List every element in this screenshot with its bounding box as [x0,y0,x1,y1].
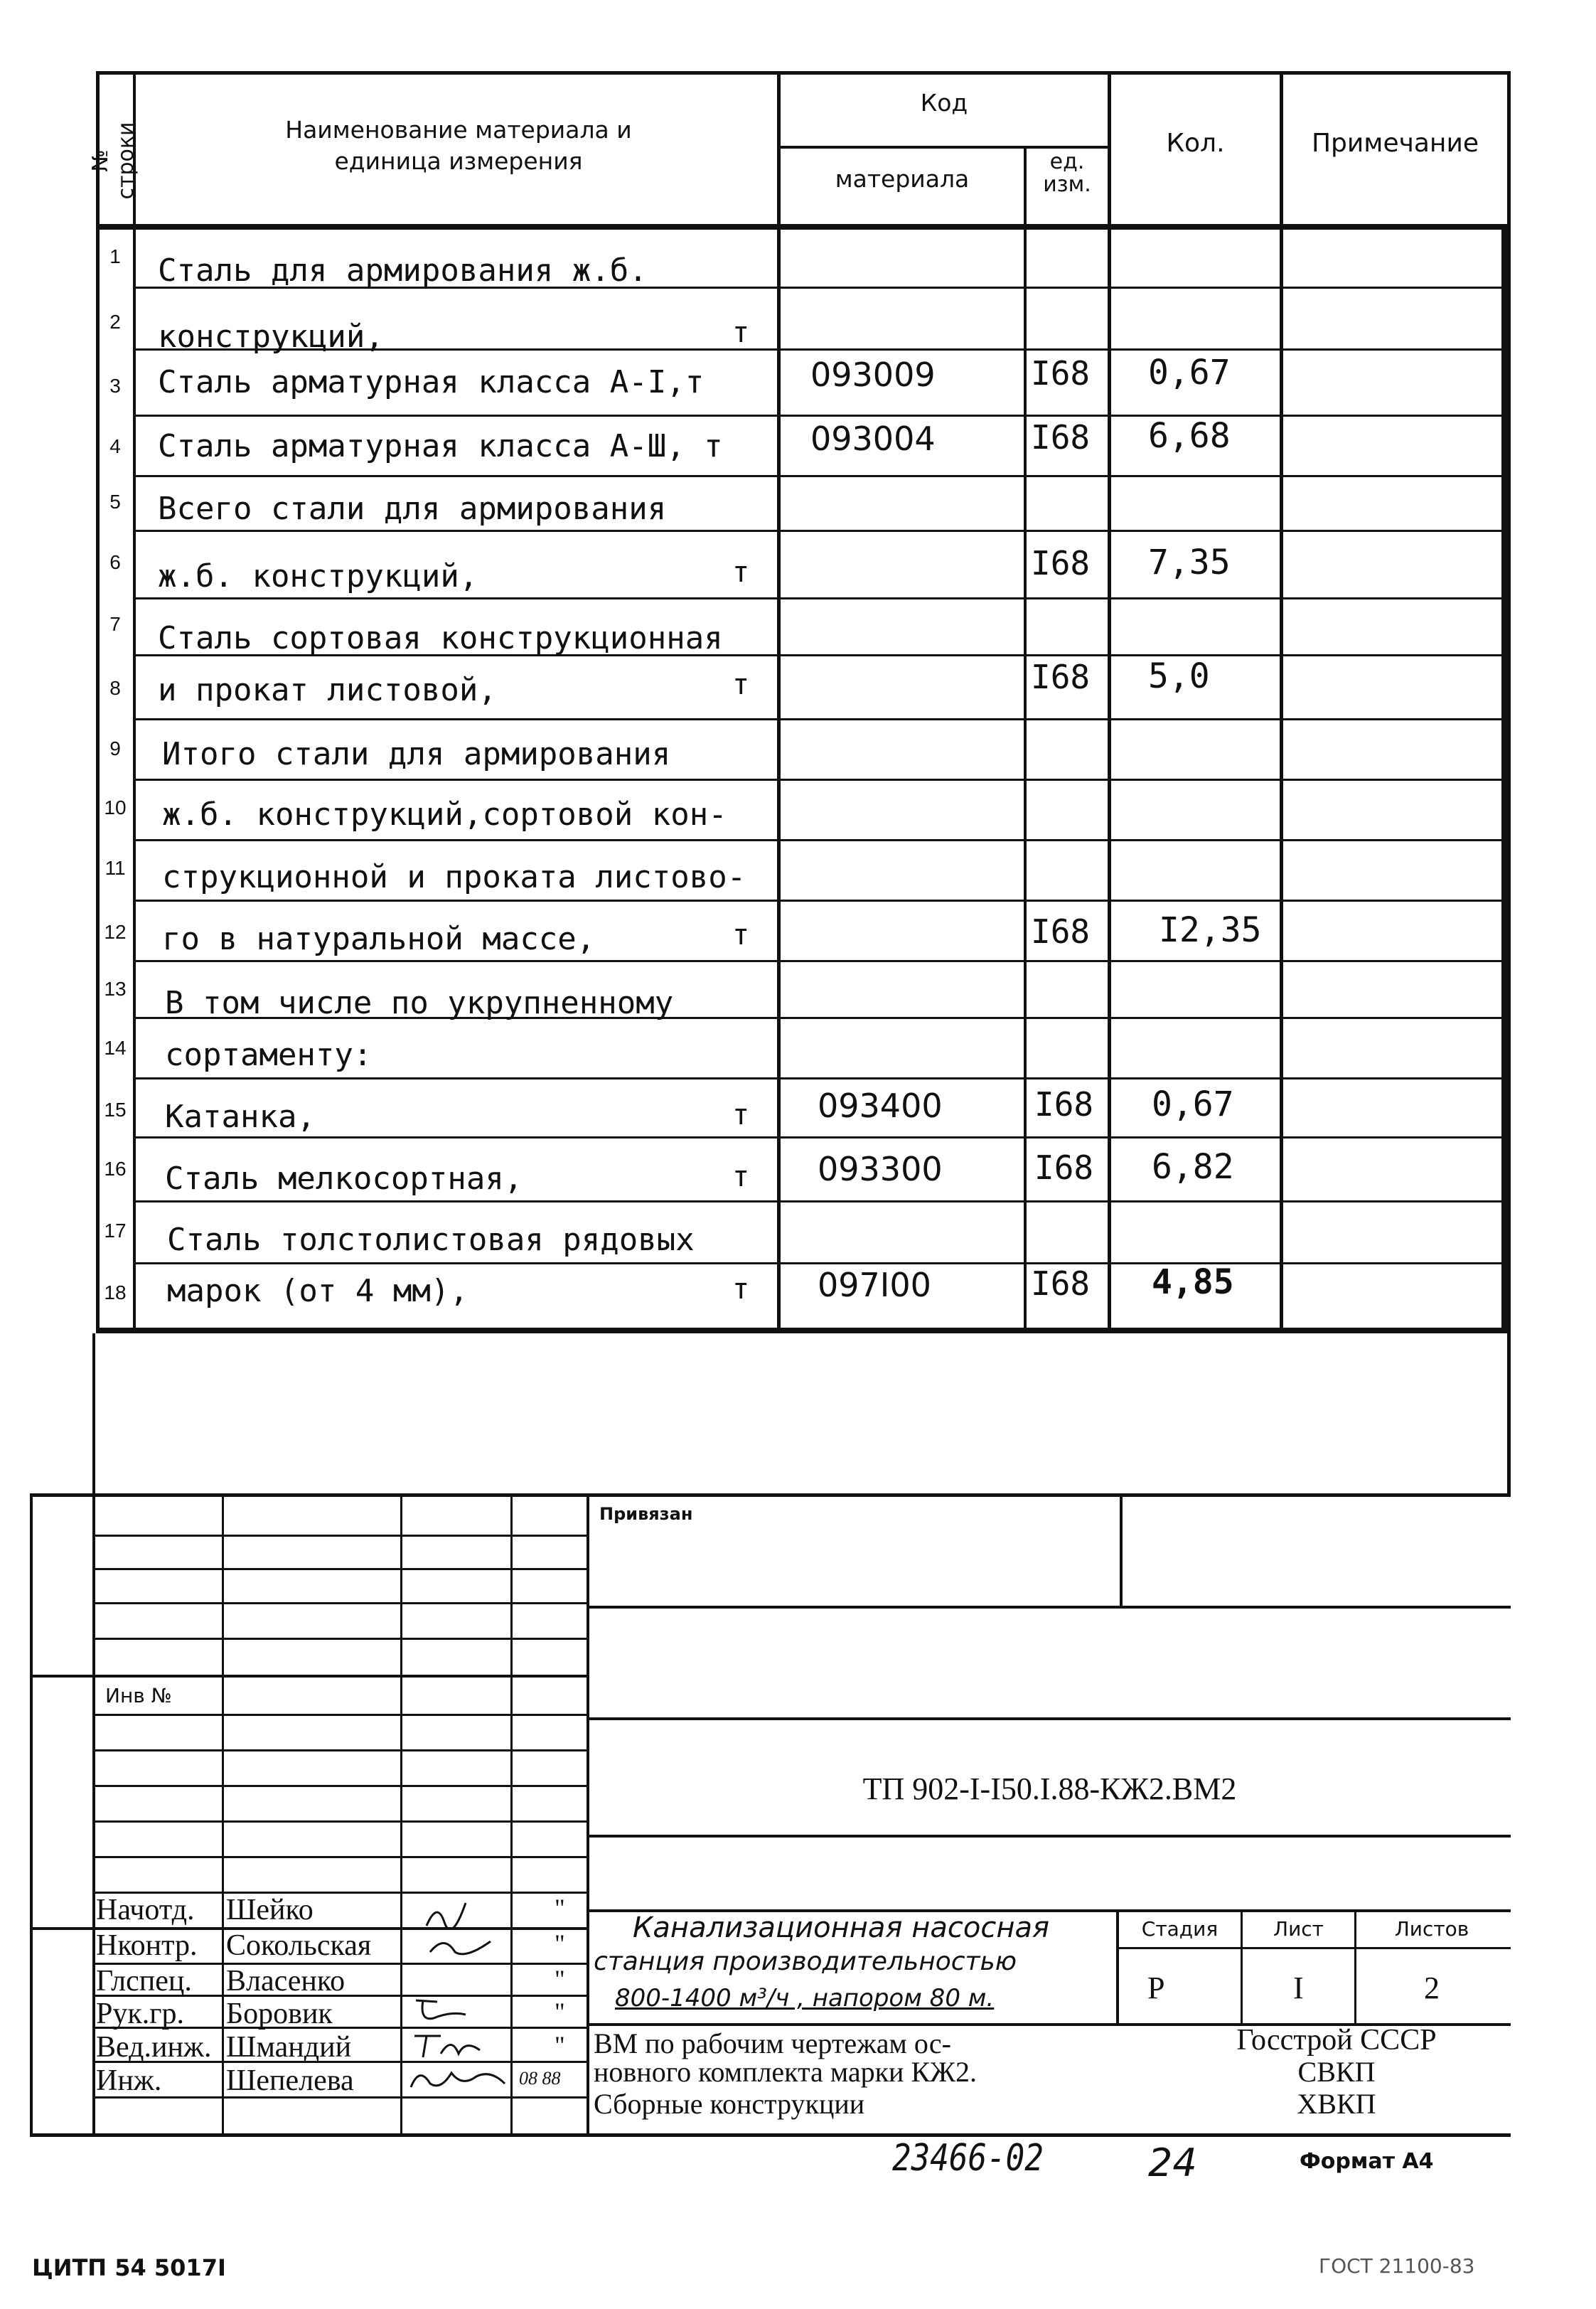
ed-divider [1108,71,1111,1333]
org-line2: СВКП [1297,2056,1376,2088]
row-ed: I68 [1031,912,1091,951]
header-bottom-border [96,224,1511,230]
row-number: 1 [109,245,121,267]
row-number: 17 [104,1220,127,1242]
row-name: Катанка, [165,1099,316,1135]
signature-icon [423,1897,473,1932]
row-number: 18 [104,1281,127,1303]
row-name: го в натуральной массе, [162,921,596,957]
row-unit: т [732,919,750,951]
row-ed: I68 [1031,354,1091,393]
row-name: Сталь арматурная класса А-I,т [158,364,705,400]
row-name: Сталь для армирования ж.б. [158,252,648,289]
row-unit: т [732,556,750,589]
role: Вед.инж. [96,2031,212,2064]
header-name-line1: Наименование материала и [285,116,632,144]
row-name: марок (от 4 мм), [167,1273,468,1309]
code-divider [1024,146,1027,1333]
role: Рук.гр. [96,1998,184,2030]
row-qty: 0,67 [1148,353,1231,393]
row-unit: т [732,1161,750,1193]
row-name: Сталь мелкосортная, [165,1161,523,1197]
desc-line3: Сборные конструкции [594,2088,865,2120]
signature-icon [409,1993,473,2028]
header-code-unit-line1: ед. [1049,149,1085,174]
row-qty: 6,82 [1152,1147,1234,1187]
role: Начотд. [96,1894,195,1926]
header-row-no: № строки [88,122,139,200]
role: Глспец. [96,1965,192,1998]
row-ed: I68 [1034,1085,1094,1124]
stamp-bottom-border [30,2133,1511,2137]
table-top-border [96,71,1511,75]
page-number: 24 [1148,2140,1197,2185]
date-mark: 08 88 [519,2068,561,2089]
header-code: Код [920,89,968,117]
row-ed: I68 [1031,1264,1091,1303]
handwritten-number: 23466-02 [892,2137,1044,2180]
row-ed: I68 [1031,418,1091,457]
row-name: конструкций, [158,319,384,355]
row-number: 3 [109,375,121,397]
person-name: Сокольская [226,1929,372,1962]
role: Инж. [96,2064,162,2097]
title-line3: 800-1400 м³/ч , напором 80 м. [615,1984,995,2012]
row-name: В том числе по укрупненному [165,985,674,1021]
header-code-unit [1027,151,1108,196]
desc-line1: ВМ по рабочим чертежам ос- [594,2027,951,2059]
row-qty: 0,67 [1152,1084,1234,1124]
header-qty: Кол. [1166,129,1225,158]
row-number: 9 [109,737,121,759]
row-number: 6 [109,551,121,573]
rownum-divider [133,71,136,1333]
row-number: 8 [109,677,121,699]
approval-mark: " [555,1929,565,1958]
row-unit: т [732,668,750,701]
row-qty: I2,35 [1159,910,1262,950]
row-number: 15 [104,1099,127,1121]
signature-icon [409,2029,487,2064]
row-name: ж.б. конструкций,сортовой кон- [162,796,727,833]
row-name: ж.б. конструкций, [158,558,478,594]
row-number: 5 [109,491,121,513]
sheet-value: I [1293,1971,1304,2005]
org-line3: ХВКП [1297,2088,1376,2120]
title-line2: станция производительностью [594,1947,1017,1976]
name-divider [777,71,781,1333]
approval-mark: " [555,1965,565,1993]
header-name-line2: единица измерения [334,147,583,175]
row-name: Итого стали для армирования [162,736,671,772]
signature-icon [427,1931,498,1966]
approval-mark: " [555,1894,565,1922]
row-ed: I68 [1031,658,1091,696]
stage-value: Р [1147,1971,1165,2005]
row-name: струкционной и проката листово- [162,859,746,895]
header-code-material: материала [835,165,970,193]
row-name: сортаменту: [165,1037,373,1073]
row-code: 093004 [810,420,936,458]
row-unit: т [732,1099,750,1131]
person-name: Боровик [226,1998,333,2030]
row-ed: I68 [1034,1148,1094,1187]
bottom-left-code: ЦИТП 54 5017I [32,2254,226,2281]
approval-mark: " [555,1998,565,2026]
row-name: Всего стали для армирования [158,491,667,527]
row-name: Сталь толстолистовая рядовых [167,1222,695,1258]
row-code: 097I00 [818,1266,931,1304]
sheets-value: 2 [1424,1971,1440,2005]
row-number: 16 [104,1158,127,1180]
row-number: 7 [109,613,121,635]
row-unit: т [732,316,750,349]
row-number: 10 [104,796,127,818]
row-unit: т [732,1273,750,1306]
desc-line2: новного комплекта марки КЖ2. [594,2056,977,2088]
header-note: Примечание [1311,129,1479,158]
table-right-border [1507,71,1511,1493]
row-number: 2 [109,311,121,333]
table-bottom-border [96,1328,1511,1333]
row-number: 12 [104,921,127,943]
row-code: 093400 [818,1087,943,1125]
row-number: 4 [109,435,121,457]
row-name: Сталь арматурная класса А-Ш, т [158,428,723,464]
org-line1: Госстрой СССР [1236,2024,1437,2057]
row-name: Сталь сортовая конструкционная [158,620,723,656]
stamp-outer-left-border [30,1493,33,2137]
row-qty: 4,85 [1152,1262,1234,1302]
person-name: Шейко [226,1894,314,1926]
person-name: Шепелева [226,2064,354,2097]
title-line1: Канализационная насосная [633,1911,1050,1944]
person-name: Власенко [226,1965,346,1998]
code-sub-divider [777,146,1111,149]
row-number: 11 [105,857,126,879]
row-name: и прокат листовой, [158,672,497,708]
sheets-label: Листов [1394,1917,1469,1941]
person-name: Шмандий [226,2031,352,2064]
role: Нконтр. [96,1929,198,1962]
row-code: 093009 [810,356,936,394]
approval-mark: " [555,2031,565,2059]
bottom-right-code: ГОСТ 21100-83 [1319,2254,1475,2278]
doc-code: ТП 902-I-I50.I.88-КЖ2.ВМ2 [862,1771,1237,1806]
inv-no-label: Инв № [105,1684,172,1707]
signature-icon [405,2062,508,2097]
row-code: 093300 [818,1150,943,1188]
sheet-label: Лист [1273,1917,1324,1941]
row-number: 13 [104,978,127,1000]
row-number: 14 [104,1037,127,1059]
stamp-left-inner-border [92,1333,95,2137]
stamp-top-border [30,1493,1511,1497]
privyazan-label: Привязан [599,1504,693,1524]
row-qty: 5,0 [1148,656,1210,696]
qty-divider [1280,71,1283,1333]
header-code-unit-line2: изм. [1043,171,1091,197]
row-qty: 7,35 [1148,543,1231,582]
row-qty: 6,68 [1148,416,1231,456]
row-ed: I68 [1031,544,1091,582]
format-label: Формат А4 [1300,2149,1434,2174]
stage-label: Стадия [1141,1917,1219,1941]
